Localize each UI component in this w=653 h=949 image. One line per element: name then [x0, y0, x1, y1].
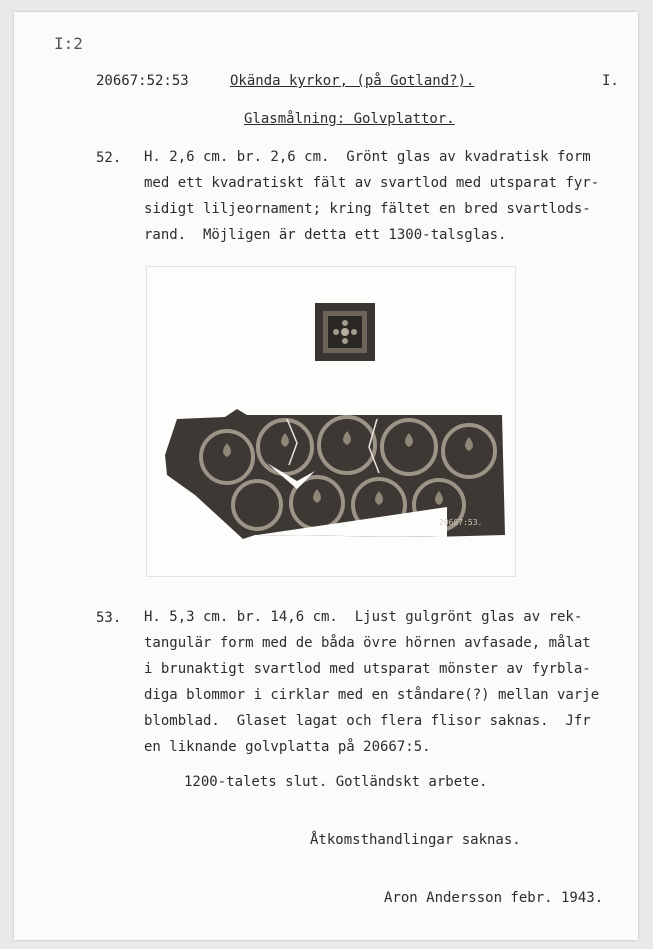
inventory-number: 20667:52:53	[96, 73, 189, 89]
entry-53-text	[144, 604, 599, 760]
entry-line: blomblad. Glaset lagat och flera flisor saknas. Jfr	[144, 713, 591, 729]
entry-line: sidigt liljeornament; kring fältet en bred svartlods-	[144, 201, 591, 217]
glass-tiles-image	[147, 267, 515, 576]
catalog-card	[14, 12, 638, 940]
acquisition-note: Åtkomsthandlingar saknas.	[310, 832, 521, 848]
entry-line: en liknande golvplatta på 20667:5.	[144, 739, 431, 755]
card-subtitle: Glasmålning: Golvplattor.	[244, 111, 455, 127]
entry-52-text	[144, 144, 599, 248]
dating-note: 1200-talets slut. Gotländskt arbete.	[184, 774, 488, 790]
entry-number: 52.	[96, 150, 122, 166]
entry-line: rand. Möjligen är detta ett 1300-talsglas.	[144, 227, 507, 243]
signature-line: Aron Andersson febr. 1943.	[384, 890, 604, 906]
volume-number: I.	[602, 73, 619, 89]
entry-line: H. 2,6 cm. br. 2,6 cm. Grönt glas av kvadratisk form	[144, 149, 591, 165]
card-title: Okända kyrkor, (på Gotland?).	[230, 73, 475, 89]
photo-label: 20667:53.	[439, 518, 483, 527]
corner-mark: I:2	[54, 34, 83, 53]
entry-number: 53.	[96, 610, 122, 626]
entry-line: tangulär form med de båda övre hörnen avfasade, målat	[144, 635, 591, 651]
entry-line: H. 5,3 cm. br. 14,6 cm. Ljust gulgrönt glas av rek-	[144, 609, 583, 625]
object-photograph	[146, 266, 516, 577]
square-tile	[315, 303, 375, 361]
entry-line: med ett kvadratiskt fält av svartlod med utsparat fyr-	[144, 175, 600, 191]
entry-line: diga blommor i cirklar med en ståndare(?) mellan varje	[144, 687, 600, 703]
entry-line: i brunaktigt svartlod med utsparat mönster av fyrbla-	[144, 661, 591, 677]
